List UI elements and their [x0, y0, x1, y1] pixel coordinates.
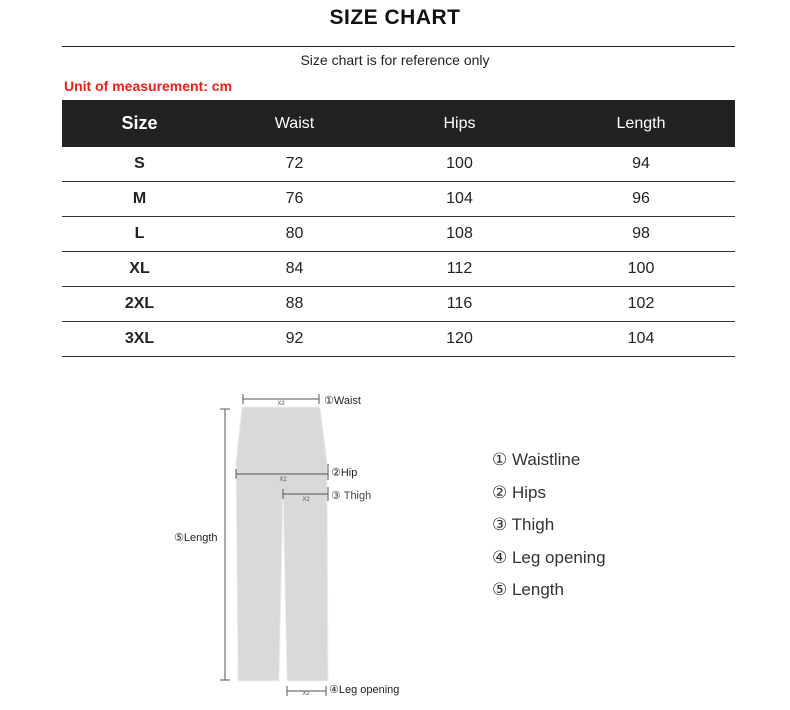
legend-item-waistline: ① Waistline: [492, 450, 581, 469]
size-cell: L: [62, 217, 217, 252]
size-cell: M: [62, 182, 217, 217]
length-label: ⑤Length: [174, 532, 218, 544]
hip-x2-label: X2: [279, 477, 287, 483]
thigh-x2-label: X2: [302, 497, 310, 503]
waist-cell: 80: [217, 217, 372, 252]
column-header-size: Size: [62, 100, 217, 147]
column-header-length: Length: [547, 100, 735, 147]
column-header-hips: Hips: [372, 100, 547, 147]
legend-item-hips: ② Hips: [492, 482, 546, 502]
length-cell: 98: [547, 217, 735, 252]
hips-cell: 112: [372, 252, 547, 287]
hips-cell: 104: [372, 182, 547, 217]
leg-opening-x2-label: X2: [302, 691, 310, 697]
leg-opening-label: ④Leg opening: [329, 684, 400, 696]
length-cell: 104: [547, 322, 735, 357]
length-cell: 102: [547, 287, 735, 322]
waist-cell: 92: [217, 322, 372, 357]
size-cell: 2XL: [62, 287, 217, 322]
page-title: SIZE CHART: [329, 6, 461, 29]
waist-cell: 72: [217, 147, 372, 182]
length-cell: 96: [547, 182, 735, 217]
waist-cell: 84: [217, 252, 372, 287]
legend-item-thigh: ③ Thigh: [492, 515, 555, 535]
size-cell: XL: [62, 252, 217, 287]
legend-item-length: ⑤ Length: [492, 580, 564, 600]
waist-cell: 88: [217, 287, 372, 322]
hip-label: ②Hip: [331, 467, 358, 479]
size-cell: 3XL: [62, 322, 217, 357]
length-cell: 100: [547, 252, 735, 287]
hips-cell: 120: [372, 322, 547, 357]
column-header-waist: Waist: [217, 100, 372, 147]
hips-cell: 100: [372, 147, 547, 182]
thigh-label: ③ Thigh: [331, 490, 372, 502]
legend-item-leg-opening: ④ Leg opening: [492, 547, 606, 567]
waist-label: ①Waist: [324, 395, 361, 407]
hips-cell: 108: [372, 217, 547, 252]
measurement-legend: [492, 450, 606, 613]
unit-note: Unit of measurement: cm: [64, 78, 233, 94]
reference-note: Size chart is for reference only: [300, 52, 490, 68]
length-cell: 94: [547, 147, 735, 182]
hips-cell: 116: [372, 287, 547, 322]
waist-cell: 76: [217, 182, 372, 217]
size-cell: S: [62, 147, 217, 182]
pants-illustration: [236, 407, 328, 681]
waist-x2-label: X2: [277, 401, 285, 407]
